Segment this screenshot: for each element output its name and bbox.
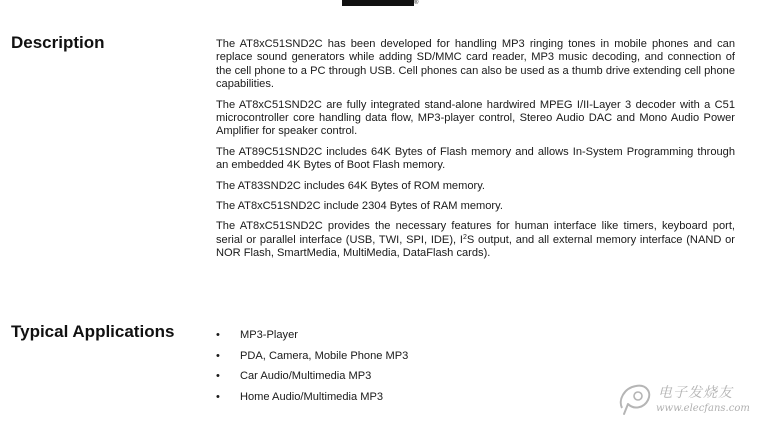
bullet-icon: •	[216, 329, 220, 341]
watermark-brand-text: 电子发烧友	[658, 385, 733, 401]
applications-list	[216, 329, 408, 411]
i2s-superscript: 2	[462, 233, 467, 241]
list-item	[216, 370, 408, 383]
description-paragraph-interfaces	[216, 220, 735, 260]
description-body	[216, 38, 735, 268]
paragraph-text-after: S output, and all external memory interface (NAND or NOR Flash, SmartMedia, MultiMedia, DataFlash cards).	[216, 233, 735, 260]
description-paragraph: The AT83SND2C includes 64K Bytes of ROM memory.	[216, 179, 486, 192]
list-item-label: MP3-Player	[240, 329, 298, 341]
elecfans-logo-icon	[616, 378, 656, 420]
description-paragraph: The AT89C51SND2C includes 64K Bytes of Flash memory and allows In-System Programming through an embedded 4K Bytes of Boot Flash memory.	[216, 145, 735, 172]
description-paragraph: The AT8xC51SND2C include 2304 Bytes of RAM memory.	[216, 200, 503, 213]
list-item	[216, 329, 408, 342]
watermark-url: www.elecfans.com	[656, 403, 750, 414]
description-paragraph: The AT8xC51SND2C are fully integrated stand-alone hardwired MPEG I/II-Layer 3 decoder with a C51 microcontroller core handling data flow, MP3-player control, Stereo Audio DAC and Mono Audio Power Amplifier for speaker control.	[216, 98, 735, 138]
list-item	[216, 350, 408, 363]
bullet-icon: •	[216, 349, 220, 362]
description-paragraph: The AT8xC51SND2C has been developed for handling MP3 ringing tones in mobile phones and can replace sound generators while adding SD/MMC card reader, MP3 music decoding, and connection of the cell phone to a PC through USB. Cell phones can also be used as a thumb drive extending cell phone capabilities.	[216, 38, 735, 91]
list-item	[216, 391, 408, 404]
list-item-label: Home Audio/Multimedia MP3	[240, 390, 384, 403]
paragraph-text-before: The AT8xC51SND2C provides the necessary features for human interface like timers, keyboard port, serial or parallel interface (USB, TWI, SPI, IDE), I	[216, 220, 735, 246]
atmel-logo-fragment	[342, 0, 414, 6]
bullet-icon: •	[216, 370, 220, 383]
description-heading: Description	[11, 33, 105, 52]
bullet-icon: •	[216, 390, 220, 403]
registered-mark: ®	[414, 0, 419, 6]
list-item-label: PDA, Camera, Mobile Phone MP3	[240, 349, 409, 362]
typical-applications-heading: Typical Applications	[11, 322, 175, 341]
elecfans-watermark	[616, 378, 756, 422]
list-item-label: Car Audio/Multimedia MP3	[240, 370, 372, 383]
